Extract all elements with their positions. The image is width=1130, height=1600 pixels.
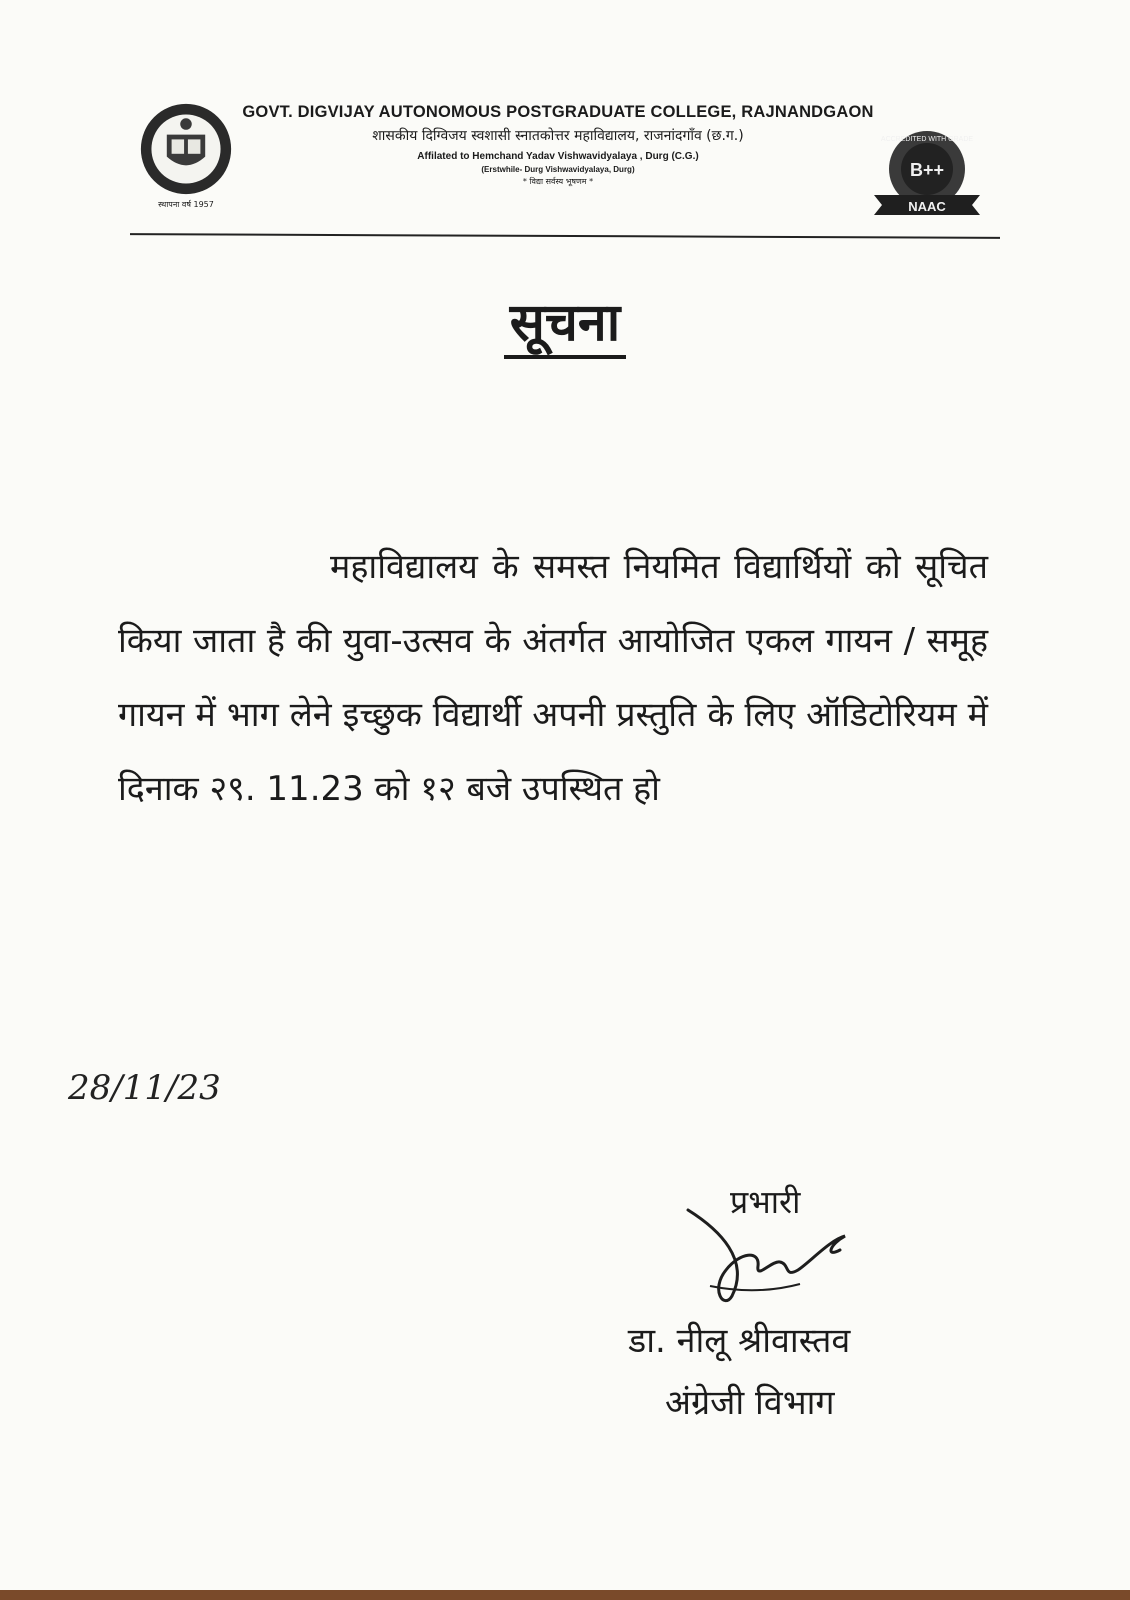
notice-heading xyxy=(0,285,1130,356)
handwritten-date: 28/11/23 xyxy=(68,1068,221,1108)
erstwhile: (Erstwhile- Durg Vishwavidyalaya, Durg) xyxy=(481,165,635,174)
affiliation: Affilated to Hemchand Yadav Vishwavidyalaya , Durg (C.G.) xyxy=(417,151,699,162)
signatory-role: प्रभारी xyxy=(730,1183,801,1221)
motto: * विद्या सर्वस्य भूषणम * xyxy=(522,177,594,186)
naac-grade: B++ xyxy=(909,160,945,180)
naac-seal-icon xyxy=(868,125,986,221)
naac-badge xyxy=(868,125,986,221)
letterhead xyxy=(130,95,1000,255)
naac-ring-text: ACCREDITED WITH GRADE xyxy=(880,136,974,143)
college-name-hindi: शासकीय दिग्विजय स्वशासी स्नातकोत्तर महाविद्यालय, राजनांदगाँव (छ.ग.) xyxy=(372,128,744,144)
letterhead-divider xyxy=(130,233,1000,239)
notice-body xyxy=(118,530,988,826)
college-logo xyxy=(138,101,234,219)
letterhead-text xyxy=(238,103,878,187)
notice-heading-text: सूचना xyxy=(504,293,627,359)
notice-body-text: महाविद्यालय के समस्त नियमित विद्यार्थियों को सूचित किया जाता है की युवा-उत्सव के अंतर्गत आयोजित एकल गायन / समूह गायन में भाग लेने इच्छुक विद्यार्थी अपनी प्रस्तुति के लिए ऑडिटोरियम में दिनाक २९. 11.23 को १२ बजे उपस्थित हो xyxy=(118,547,988,809)
signatory-department: अंग्रेजी विभाग xyxy=(665,1383,835,1423)
established-year: स्थापना वर्ष 1957 xyxy=(158,200,214,209)
signature xyxy=(680,1200,860,1310)
signatory-name: डा. नीलू श्रीवास्तव xyxy=(628,1321,851,1361)
college-emblem-icon xyxy=(138,101,234,197)
college-name: GOVT. DIGVIJAY AUTONOMOUS POSTGRADUATE COLLEGE, RAJNANDGAON xyxy=(242,103,874,121)
naac-label: NAAC xyxy=(908,199,946,214)
page-edge xyxy=(0,1590,1130,1600)
signature-icon xyxy=(680,1200,860,1310)
